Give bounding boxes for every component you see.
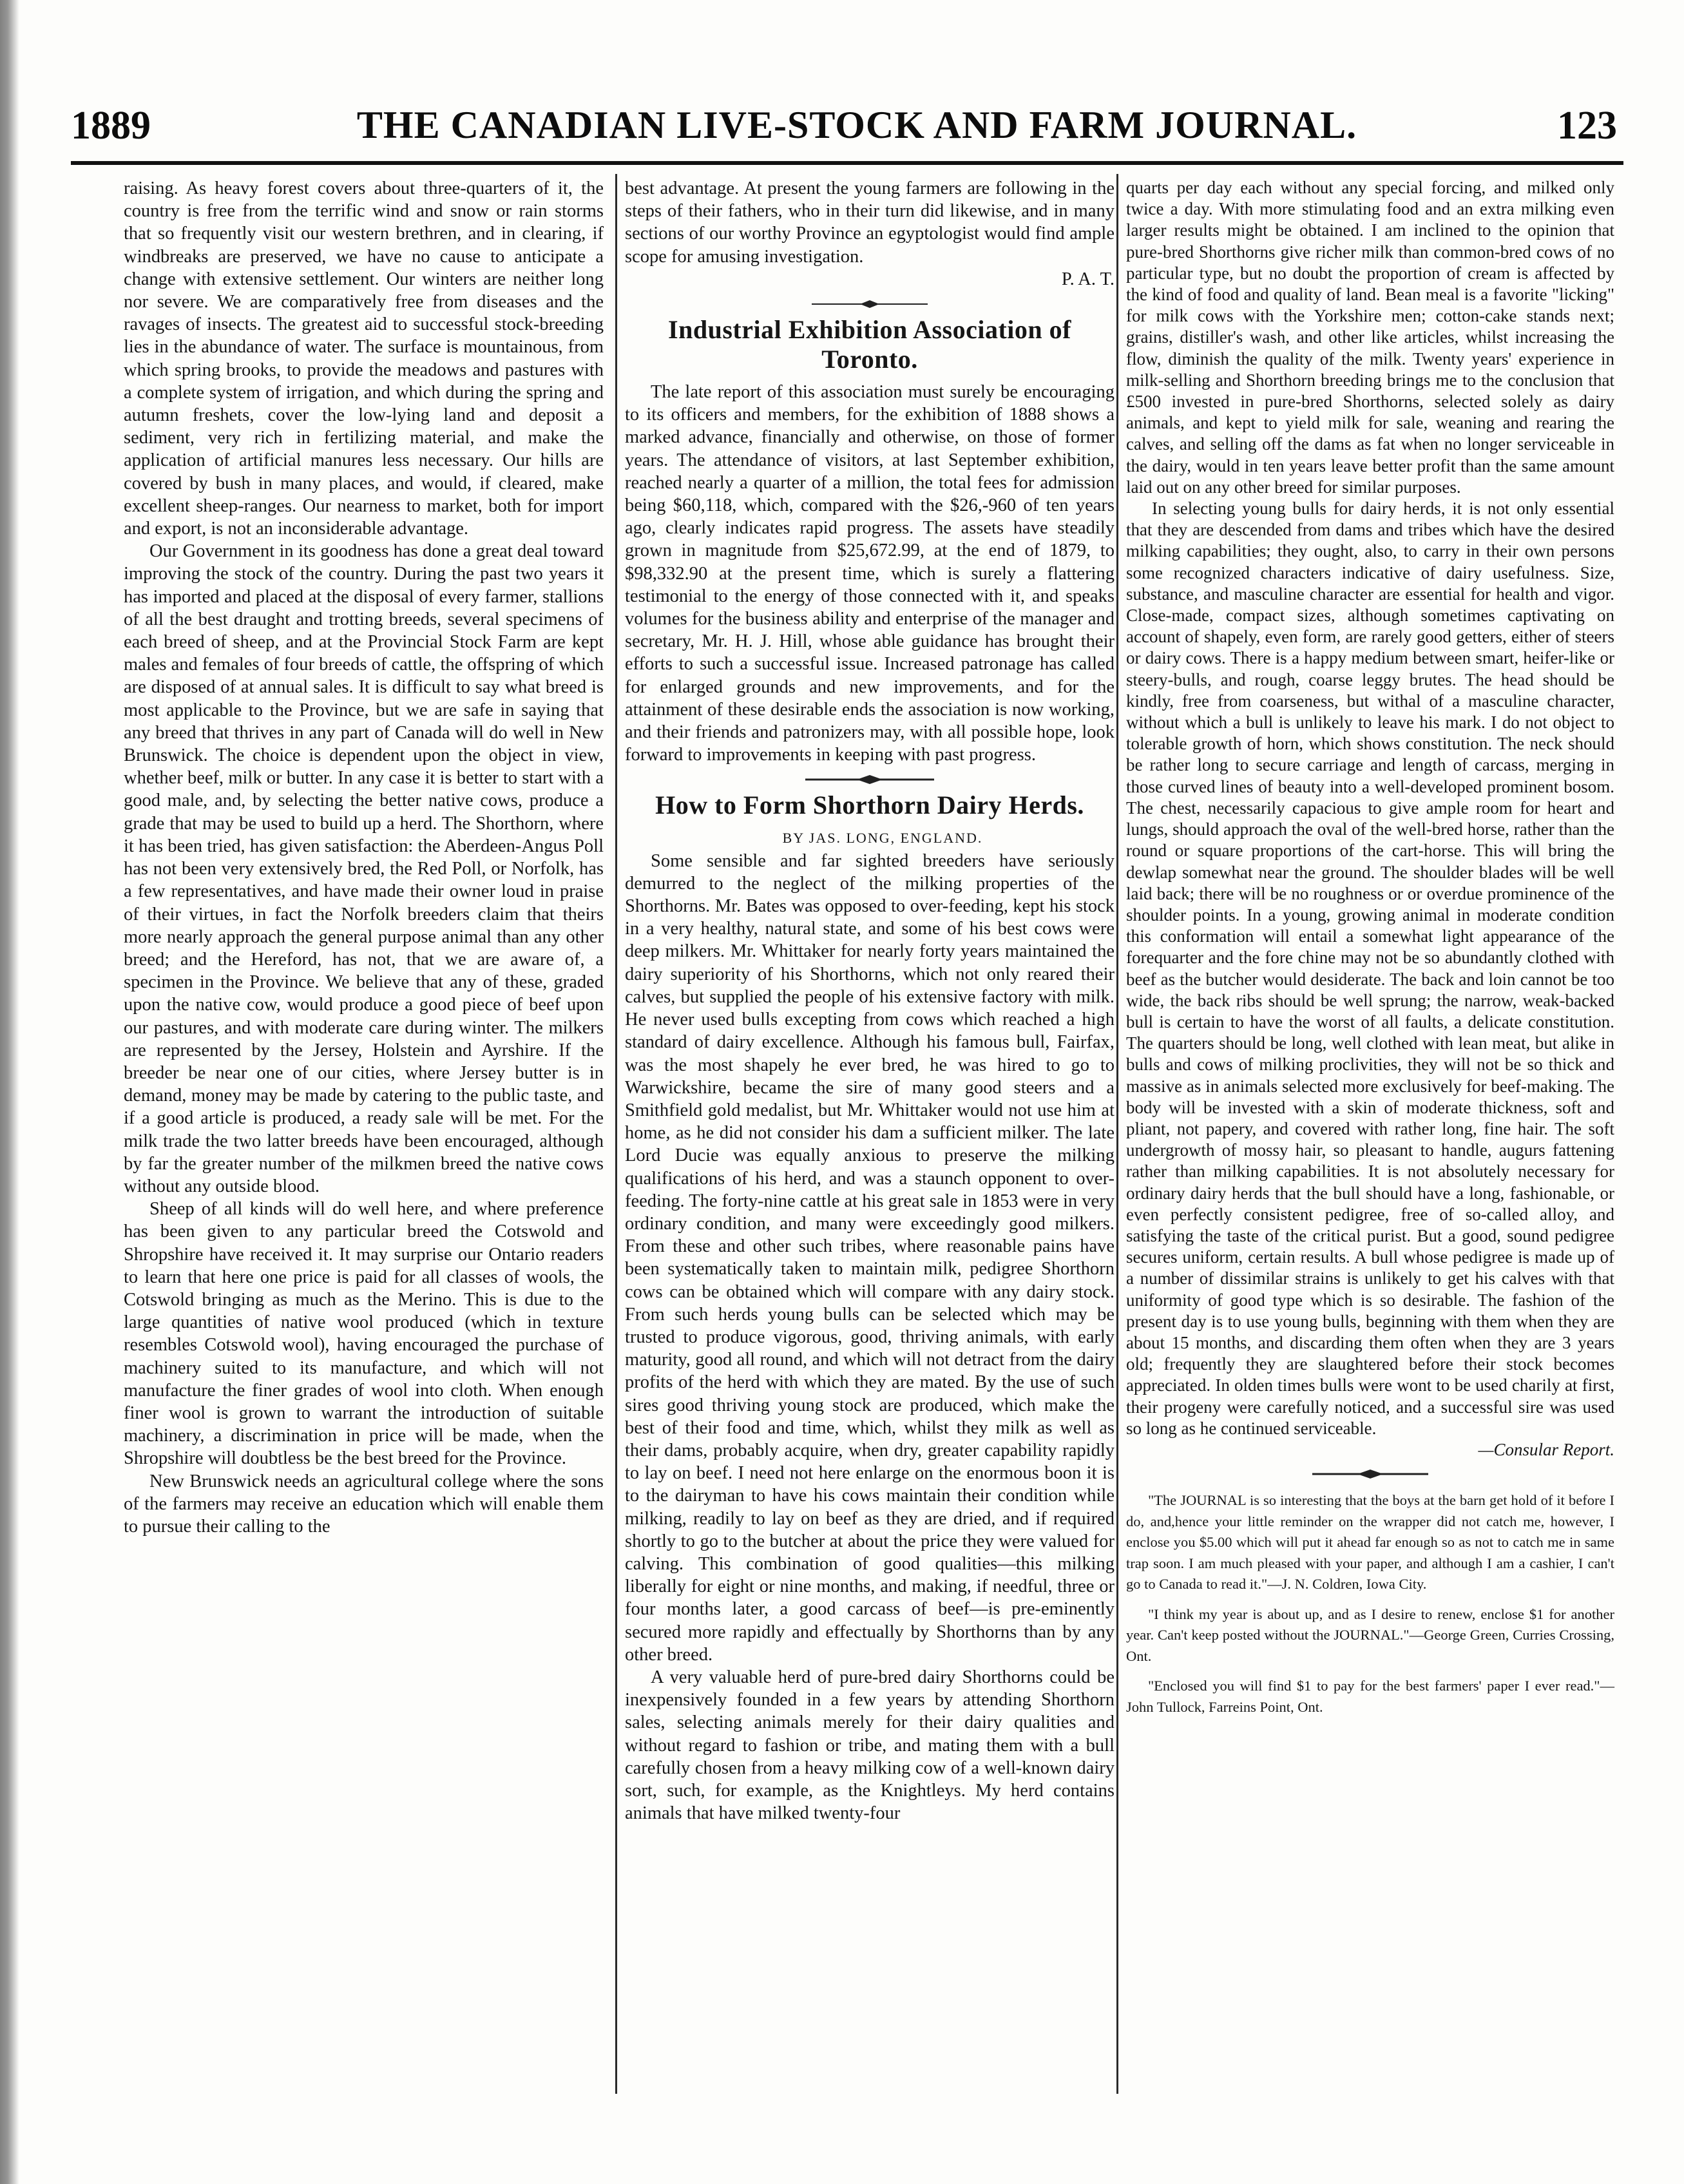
paragraph: Our Government in its goodness has done a great deal toward improving the stock of the country. During the past two years it has imported and placed at the disposal of every farmer, stallions of all the best draught and trotting breeds, several specimens of each breed of sheep, and at the Provincial Stock Farm are kept males and females of four breeds of cattle, the offspring of which are disposed of at annual sales. It is difficult to say what breed is most applicable to the Province, but we are safe in saying that any breed that thrives in any part of Canada will do well in New Brunswick. The choice is dependent upon the object in view, whether beef, milk or butter. In any case it is better to start with a good male, and, by selecting the better native cows, produce a grade that may be used to build up a herd. The Shorthorn, where it has been tried, has given satisfaction: the Aberdeen-Angus Poll has not been very extensively bred, the Red Poll, or Norfolk, has a few representatives, and have made their owner loud in praise of their virtues, in fact the Norfolk breeders claim that theirs more nearly approach the general purpose animal than any other breed; and the Hereford, has not, that we are aware of, a specimen in the Province. We believe that any of these, graded upon the native cow, would produce a good piece of beef upon our pastures, and with moderate care during winter. The milkers are represented by the Jersey, Holstein and Ayrshire. If the breeder be near one of our cities, where Jersey butter is in demand, money may be made by catering to the public taste, and if a good article is produced, a ready sale will be met. For the milk trade the two latter breeds have been encouraged, although by far the greater number of the milkmen breed the native cows without any outside blood. [124, 541, 604, 1196]
paragraph: The late report of this association must surely be encouraging to its officers and members, for the exhibition of 1888 shows a marked advance, financially and otherwise, on those of former years. The attendance of visitors, at last September exhibition, reached nearly a quarter of a million, the total fees for admission being $60,118, which, compared with the $26,-960 of ten years ago, clearly indicates rapid progress. The assets have steadily grown in magnitude from $25,672.99, at the end of 1879, to $98,332.90 at the present time, which is surely a flattering testimonial to the energy of those connected with it, and speaks volumes for the business ability and enterprise of the manager and secretary, Mr. H. J. Hill, whose able guidance has brought their efforts to such a successful issue. Increased patronage has called for enlarged grounds and new improvements, and for the attainment of these desirable ends the association is now working, and their friends and patronizers may, with all possible hope, look forward to improvements in keeping with past progress. [625, 382, 1115, 765]
article-headline: Industrial Exhibition Association of Toronto. [668, 315, 1071, 374]
paragraph: Some sensible and far sighted breeders have seriously demurred to the neglect of the milking properties of the Shorthorns. Mr. Bates was opposed to over-feeding, kept his stock in a very healthy, natural state, and some of his best cows were deep milkers. Mr. Whittaker for nearly forty years maintained the dairy superiority of his Shorthorns, which not only reared their calves, but supplied the people of his extensive factory with milk. He never used bulls excepting from cows which reached a high standard of dairy excellence. Although his famous bull, Fairfax, was the most shapely he ever bred, he was hired to go to Warwickshire, became the sire of many good steers and a Smithfield gold medalist, but Mr. Whittaker would not use him at home, as he did not consider his dam a sufficient milker. The late Lord Ducie was equally anxious to preserve the milking qualifications of his herd, and was a staunch opponent to over-feeding. The forty-nine cattle at his great sale in 1853 were in very ordinary condition, and many were exceedingly good milkers. From these and other such tribes, where reasonable pains have been systematically taken to maintain milk, pedigree Shorthorn cows can be obtained which will compare with any dairy stock. From such herds young bulls can be selected which may be trusted to produce vigorous, good, thriving animals, with early maturity, good all round, and which will not detract from the dairy profits of the herd with which they are mated. By the use of such sires good thriving young stock are produced, which make the best of their food and time, which, whilst they milk as well as their dams, probably acquire, when dry, greater capability rapidly to lay on beef. I need not here enlarge on the enormous boon it is to the dairyman to have his cows maintain their condition while milking, readily to lay on beef as they are dried, and if required shortly to go to the butcher at about the price they were valued for calving. This combination of good qualities—this milking liberally for eight or nine months, and making, if needful, three or four months later, a good carcass of beef—is pre-eminently secured more rapidly and effectually by Shorthorns than by any other breed. [625, 850, 1115, 1665]
column-2 [625, 177, 1115, 1825]
paragraph: quarts per day each without any special forcing, and milked only twice a day. With more stimulating food and an extra milking even larger results might be obtained. I am inclined to the opinion that pure-bred Shorthorns give richer milk than common-bred cows of no particular type, but no doubt the proportion of cream is affected by the kind of food and quality of land. Bean meal is a favorite "licking" for milk cows with the Yorkshire men; cotton-cake stands next; grains, distiller's wash, and other like articles, whilst increasing the flow, diminish the quality of the milk. Twenty years' experience in milk-selling and Shorthorn breeding brings me to the conclusion that £500 invested in pure-bred Shorthorns, selected solely as dairy animals, and kept to yield milk for sale, weaning and rearing the calves, and selling off the dams as fat when no longer serviceable in the dairy, would in ten years leave better profit than the same amount laid out on any other breed for similar purposes. [1126, 178, 1614, 497]
paragraph: New Brunswick needs an agricultural college where the sons of the farmers may receive an education which will enable them to pursue their calling to the [124, 1471, 604, 1537]
journal-title: THE CANADIAN LIVE-STOCK AND FARM JOURNAL. [356, 104, 1357, 146]
reader-letter: "The JOURNAL is so interesting that the boys at the barn get hold of it before I do, and,hence your little reminder on the wrapper did not catch me, however, I enclose you $5.00 which will put it ahead far enough so as not to catch me in same trap soon. I am much pleased with your paper, and although I am a cashier, I can't go to Canada to read it."—J. N. Coldren, Iowa City. [1126, 1492, 1614, 1593]
column-divider [1116, 174, 1118, 2094]
source-attribution: —Consular Report. [1478, 1439, 1614, 1459]
paragraph: A very valuable herd of pure-bred dairy Shorthorns could be inexpensively founded in a few years by attending Shorthorn sales, selecting animals merely for their dairy qualities and without regard to fashion or tribe, and mating them with a bull carefully chosen from a heavy milking cow of a well-known dairy sort, such, for example, as the Knightleys. My herd contains animals that have milked twenty-four [625, 1667, 1115, 1824]
column-1 [124, 177, 604, 1538]
paragraph: In selecting young bulls for dairy herds, it is not only essential that they are descended from dams and tribes which have the desired milking capabilities; they ought, also, to carry in their own persons some recognized characters indicative of dairy usefulness. Size, substance, and masculine character are essential for health and vigor. Close-made, compact sizes, although sometimes captivating on account of shapely, even form, are rarely good getters, either of steers or dairy cows. There is a happy medium between smart, heifer-like or steery-bulls, and rough, coarse leggy brutes. The head should be kindly, free from coarseness, but withal of a masculine character, without which a bull is unlikely to leave his mark. I do not object to tolerable growth of horn, which shows constitution. The neck should be rather long to secure carriage and length of carcass, merging in those curved lines of beauty into a well-developed prominent bosom. The chest, necessarily capacious to give ample room for heart and lungs, should approach the oval of the well-bred horse, rather than the round or square proportions of the cart-horse. This will bring the dewlap somewhat near the ground. The shoulder blades will be well laid back; there will be no roughness or or overdue prominence of the shoulder points. In a young, growing animal in moderate condition this conformation will entail a somewhat light appearance of the forequarter and the fore chine may not be so abundantly clothed with beef as the butcher would desiderate. The back and loin cannot be too wide, the back ribs should be well sprung; the narrow, weak-backed bull is certain to have the worst of all faults, a delicate constitution. The quarters should be long, well clothed with lean meat, but alike in bulls and cows of milking proclivities, they will not be so thick and massive as in animals selected more exclusively for beef-making. The body will be invested with a skin of moderate thickness, soft and pliant, not papery, and covered with rather long, fine hair. The soft undergrowth of mossy hair, so pleasant to handle, augurs fattening rather than milking capabilities. It is not absolutely necessary for ordinary dairy herds that the bull should have a long, fashionable, or even perfectly consistent pedigree, free of so-called alloy, and satisfying the taste of the critical purist. But a good, sound pedigree secures uniform, certain results. A bull whose pedigree is made up of a number of dissimilar strains is unlikely to get his calves with that uniformity of good type which is so desirable. The fashion of the present day is to use young bulls, beginning with them when they are about 15 months, and discarding them often when they are 3 years old; frequently they are slaughtered before their stock becomes appreciated. In olden times bulls were wont to be used charily at first, their progeny were carefully noticed, and a successful sire was used so long as he continued serviceable. [1126, 499, 1614, 1438]
paragraph: best advantage. At present the young farmers are following in the steps of their fathers, who in their turn did likewise, and in many sections of our worthy Province an egyptologist would find ample scope for amusing investigation. [625, 178, 1115, 267]
divider-ornament [799, 774, 941, 785]
page-number: 123 [1557, 104, 1617, 148]
column-divider [615, 174, 617, 2094]
column-3 [1126, 177, 1614, 1727]
byline: BY JAS. LONG, ENGLAND. [782, 830, 983, 847]
page-header [71, 97, 1617, 168]
reader-letter: "I think my year is about up, and as I desire to renew, enclose $1 for another year. Can't keep posted without the JOURNAL."—George Green, Curries Crossing, Ont. [1126, 1605, 1614, 1664]
page-binding-edge [0, 0, 19, 2184]
divider-ornament [1299, 1468, 1441, 1480]
reader-letter: "Enclosed you will find $1 to pay for the best farmers' paper I ever read."—John Tullock, Farreins Point, Ont. [1126, 1678, 1614, 1715]
paragraph: raising. As heavy forest covers about three-quarters of it, the country is free from the terrific wind and snow or rain storms that so frequently visit our western brethren, and in clearing, if windbreaks are preserved, we have no cause to anticipate a change with extensive settlement. Our winters are neither long nor severe. We are comparatively free from diseases and the ravages of insects. The greatest aid to successful stock-breeding lies in the abundance of water. The surface is mountainous, from which spring brooks, to provide the meadows and pastures with a complete system of irrigation, and which during the spring and autumn freshets, cover the low-lying land and deposit a sediment, very rich in fertilizing material, and make the application of artificial manures less necessary. Our hills are covered by bush in many places, and would, if cleared, make excellent sheep-ranges. Our nearness to market, both for import and export, is not an inconsiderable advantage. [124, 178, 604, 539]
paragraph: Sheep of all kinds will do well here, and where preference has been given to any particular breed the Cotswold and Shropshire have received it. It may surprise our Ontario readers to learn that here one price is paid for all classes of wools, the Cotswold bringing as much as the Merino. This is due to the large quantities of native wool produced (which in texture resembles Cotswold wool), having encouraged the purchase of machinery suited to its manufacture, and which will not manufacture the finer grades of wool into cloth. When enough finer wool is grown to warrant the introduction of suitable machinery, a discrimination in price will be made, when the Shropshire will doubtless be the best breed for the Province. [124, 1199, 604, 1469]
divider-ornament [799, 298, 941, 310]
header-year: 1889 [71, 104, 151, 148]
article-headline: How to Form Shorthorn Dairy Herds. [655, 790, 1084, 820]
header-rule [71, 161, 1623, 165]
signature: P. A. T. [1061, 269, 1115, 289]
reader-letters [1126, 1490, 1614, 1718]
